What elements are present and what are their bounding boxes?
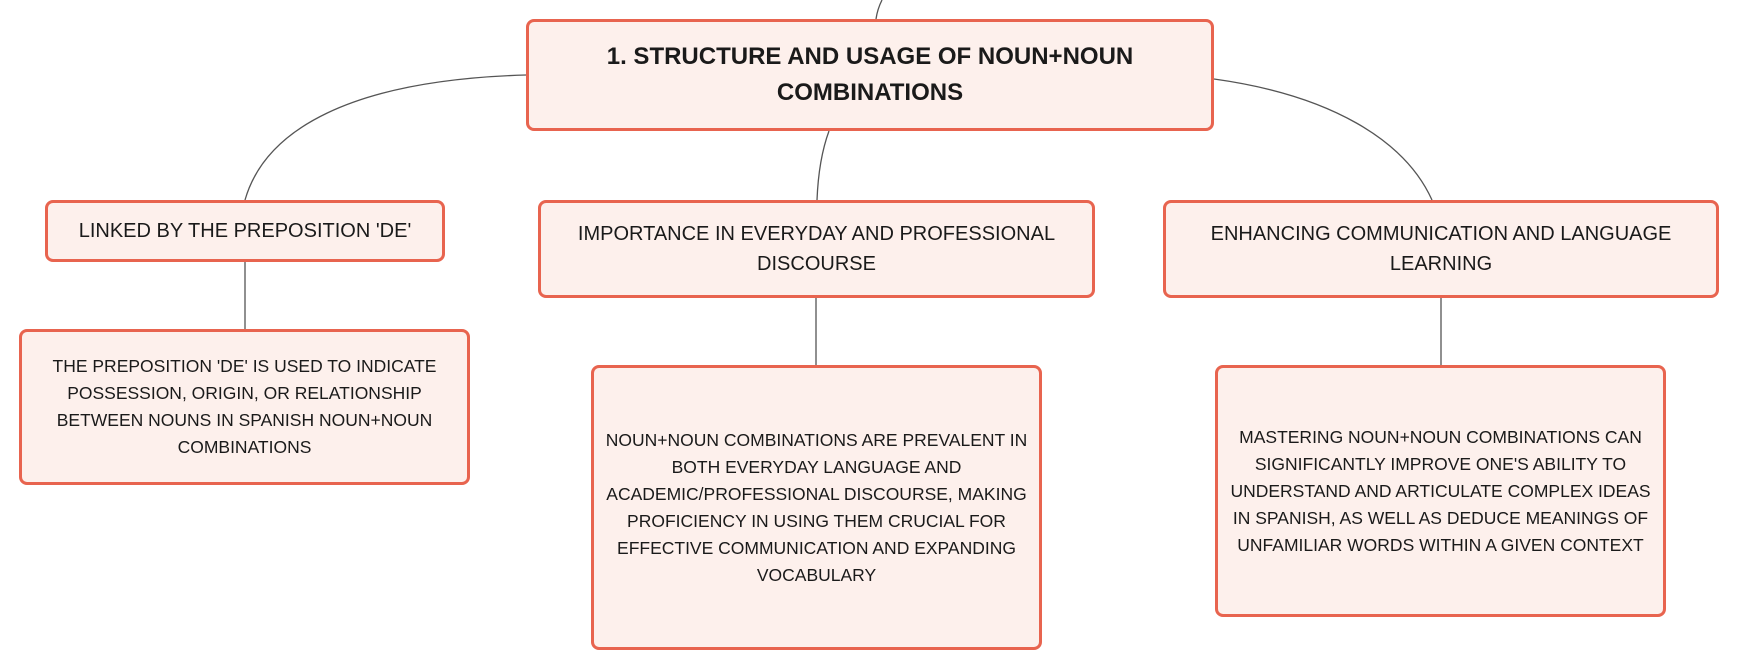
detail-node-enhancing[interactable] [1215, 365, 1666, 617]
detail-node-preposition-de[interactable] [19, 329, 470, 485]
connector-root-to-de [245, 75, 526, 200]
topic-node-preposition-de[interactable] [45, 200, 445, 262]
detail-text: MASTERING NOUN+NOUN COMBINATIONS CAN SIGNIFICANTLY IMPROVE ONE'S ABILITY TO UNDERSTAND AND ARTICULATE COMPLEX IDEAS IN SPANISH, AS WELL AS DEDUCE MEANINGS OF UNFAMILIAR WORDS WITHIN A GIVEN CONTEXT [1230, 426, 1651, 555]
connector-parent-to-root [876, 0, 882, 19]
root-node[interactable] [526, 19, 1214, 131]
topic-label: IMPORTANCE IN EVERYDAY AND PROFESSIONAL DISCOURSE [577, 223, 1056, 275]
detail-text: THE PREPOSITION 'DE' IS USED TO INDICATE POSSESSION, ORIGIN, OR RELATIONSHIP BETWEEN NOUNS IN SPANISH NOUN+NOUN COMBINATIONS [52, 356, 437, 457]
connector-root-to-importance [817, 131, 829, 200]
topic-node-enhancing[interactable] [1163, 200, 1719, 298]
topic-label: ENHANCING COMMUNICATION AND LANGUAGE LEARNING [1210, 223, 1672, 275]
connector-root-to-enhancing [1214, 79, 1432, 200]
detail-node-importance[interactable] [591, 365, 1042, 650]
root-node-text: 1. STRUCTURE AND USAGE OF NOUN+NOUN COMBINATIONS [606, 43, 1134, 106]
topic-node-importance[interactable] [538, 200, 1095, 298]
detail-text: NOUN+NOUN COMBINATIONS ARE PREVALENT IN BOTH EVERYDAY LANGUAGE AND ACADEMIC/PROFESSIONAL DISCOURSE, MAKING PROFICIENCY IN USING THEM CRUCIAL FOR EFFECTIVE COMMUNICATION AND EXPANDING VOCABULARY [605, 429, 1028, 585]
topic-label: LINKED BY THE PREPOSITION 'DE' [78, 220, 412, 242]
